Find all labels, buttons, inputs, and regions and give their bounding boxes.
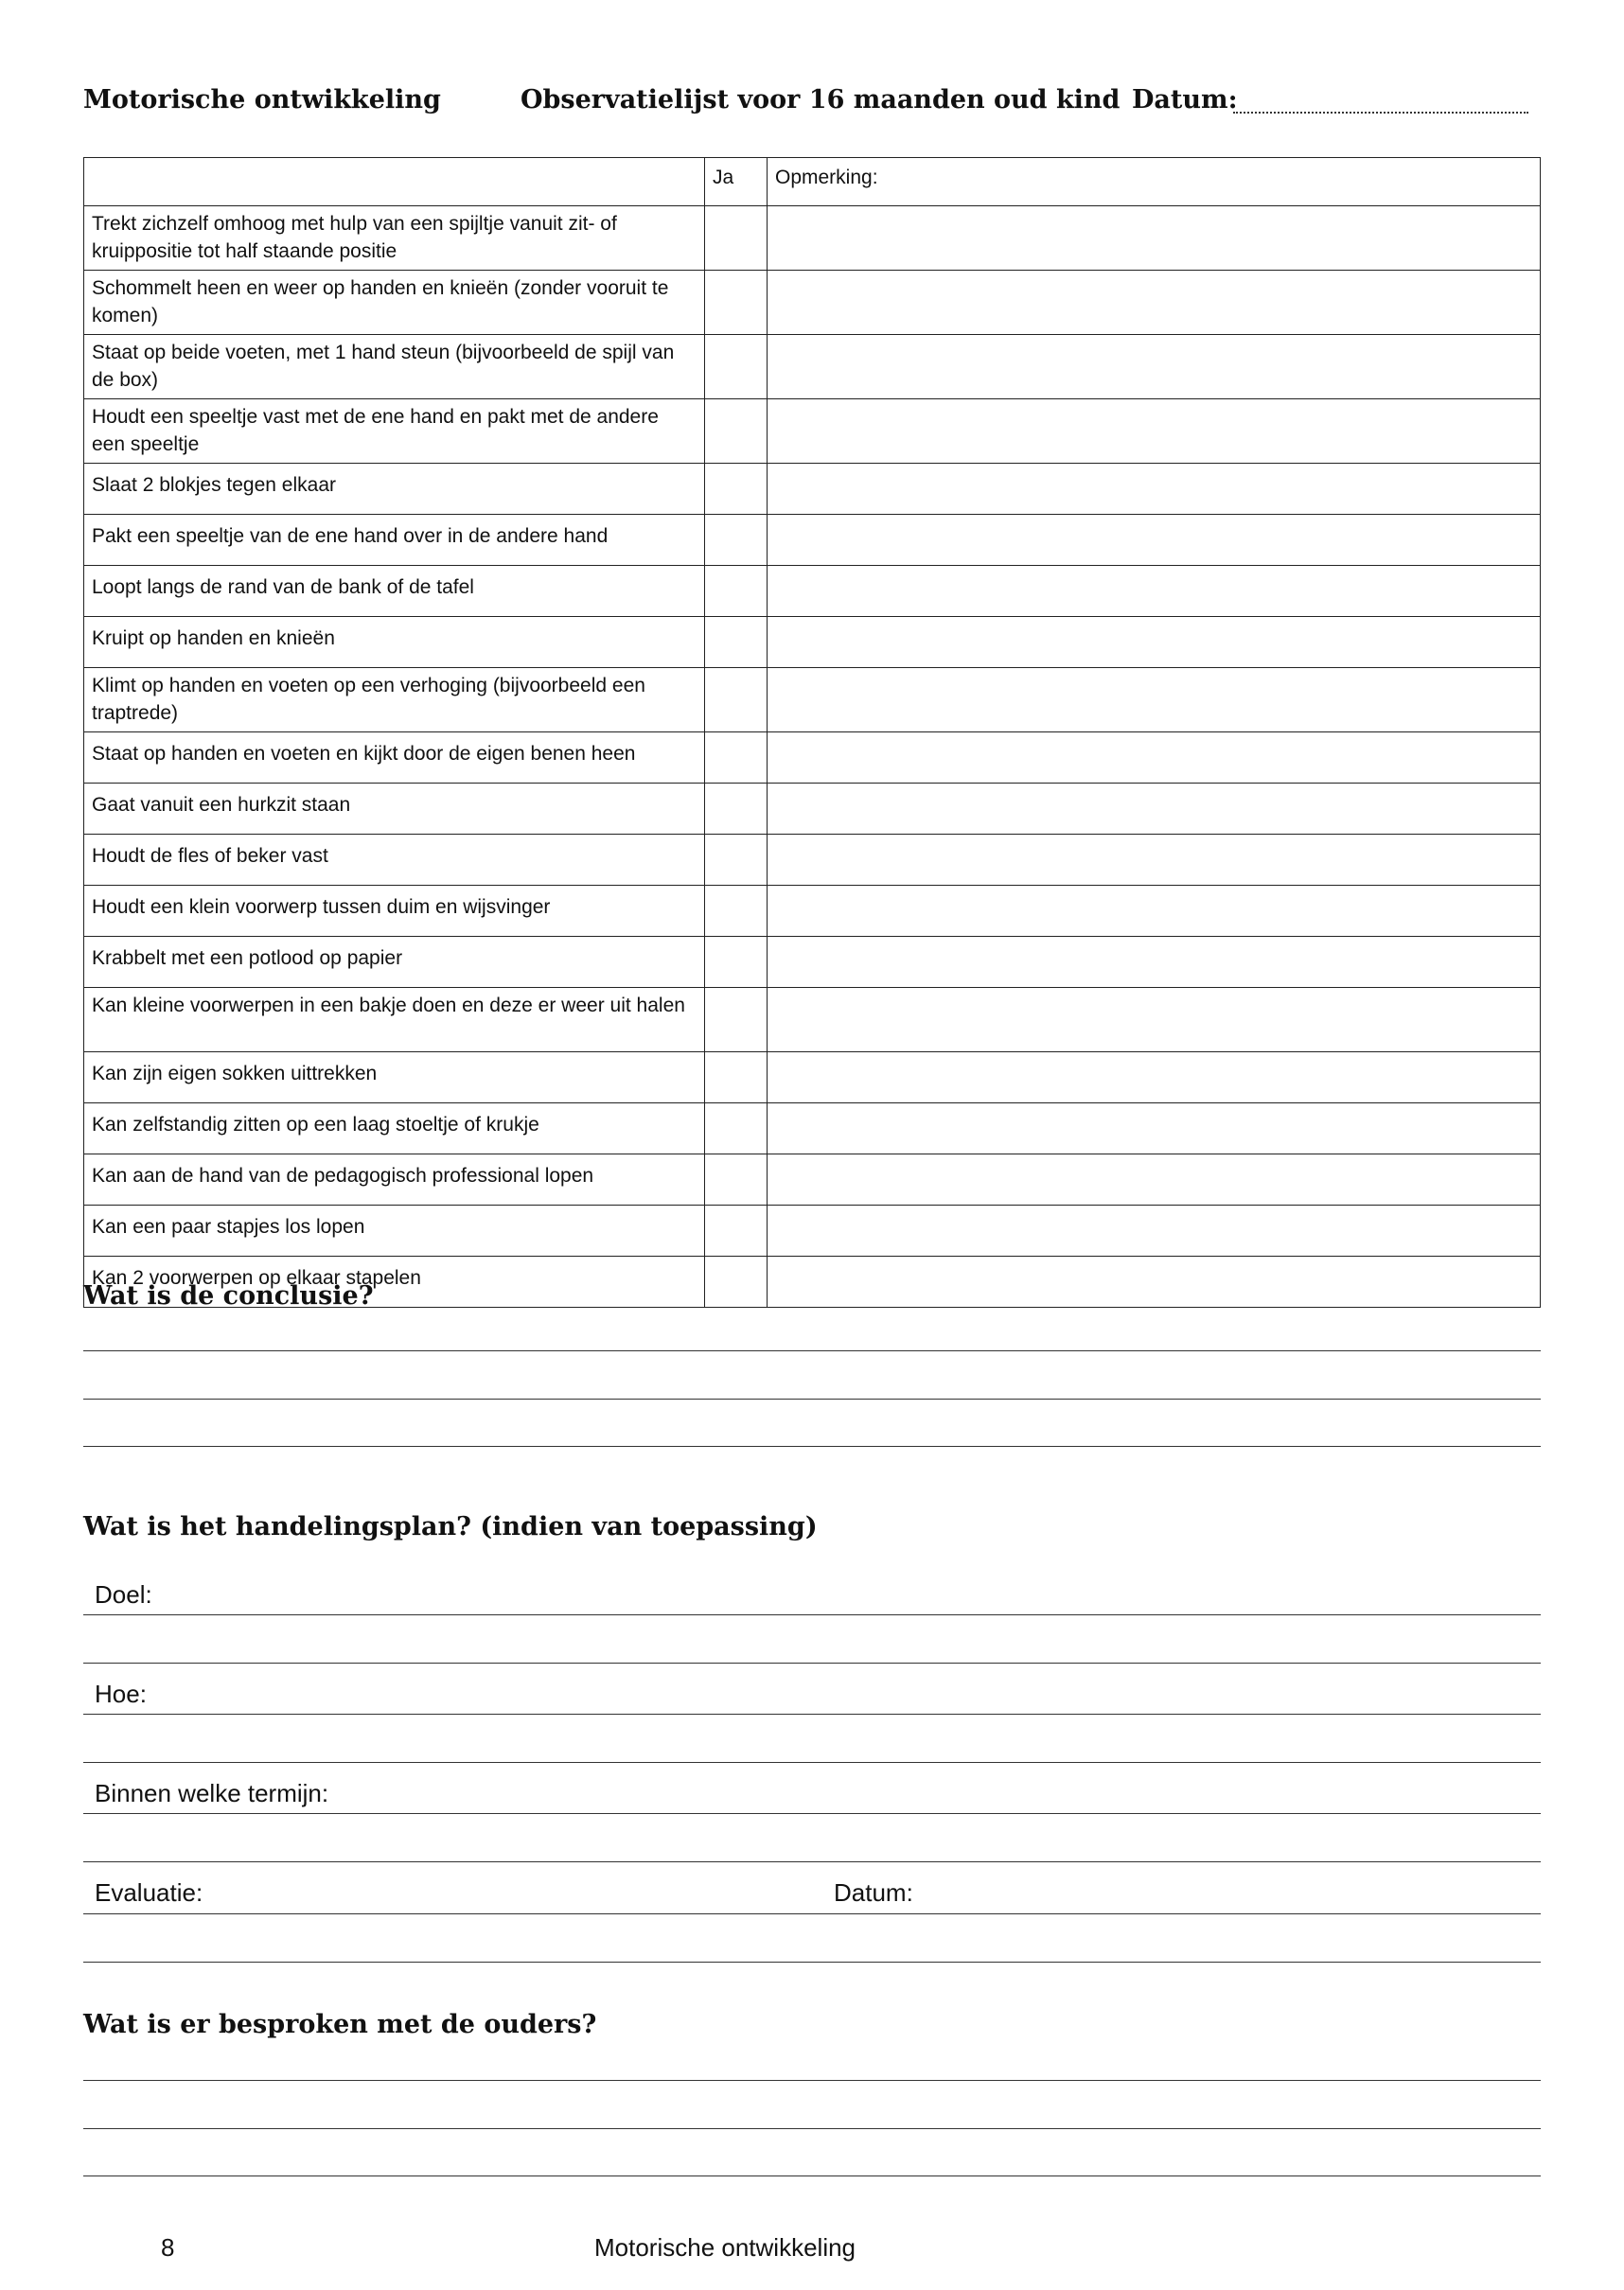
table-header-row xyxy=(84,158,1541,206)
remark-cell[interactable] xyxy=(768,1052,1541,1103)
observation-item: Houdt een speeltje vast met de ene hand en pakt met de andere een speeltje xyxy=(84,399,705,464)
table-row xyxy=(84,335,1541,399)
column-header-ja: Ja xyxy=(705,158,768,206)
observation-item: Loopt langs de rand van de bank of de tafel xyxy=(84,566,705,617)
table-row xyxy=(84,784,1541,835)
footer-title: Motorische ontwikkeling xyxy=(594,2233,856,2262)
action-plan-title: Wat is het handelingsplan? (indien van toepassing) xyxy=(83,1512,818,1541)
observation-item: Klimt op handen en voeten op een verhoging (bijvoorbeeld een traptrede) xyxy=(84,668,705,732)
how-label: Hoe: xyxy=(95,1680,147,1708)
ja-checkbox-cell[interactable] xyxy=(705,835,768,886)
observation-item: Kan een paar stapjes los lopen xyxy=(84,1206,705,1257)
ja-checkbox-cell[interactable] xyxy=(705,464,768,515)
ja-checkbox-cell[interactable] xyxy=(705,399,768,464)
table-row xyxy=(84,271,1541,335)
ja-checkbox-cell[interactable] xyxy=(705,617,768,668)
remark-cell[interactable] xyxy=(768,566,1541,617)
table-row xyxy=(84,1206,1541,1257)
ja-checkbox-cell[interactable] xyxy=(705,937,768,988)
observation-item: Staat op handen en voeten en kijkt door de eigen benen heen xyxy=(84,732,705,784)
ja-checkbox-cell[interactable] xyxy=(705,206,768,271)
ja-checkbox-cell[interactable] xyxy=(705,1206,768,1257)
ja-checkbox-cell[interactable] xyxy=(705,271,768,335)
observation-item: Houdt de fles of beker vast xyxy=(84,835,705,886)
ja-checkbox-cell[interactable] xyxy=(705,1052,768,1103)
remark-cell[interactable] xyxy=(768,206,1541,271)
header-date-label: Datum: xyxy=(1132,85,1238,114)
observation-item: Kan 2 voorwerpen op elkaar stapelen xyxy=(84,1257,705,1308)
how-line[interactable] xyxy=(83,1762,1541,1763)
table-row xyxy=(84,732,1541,784)
observation-item: Kan zelfstandig zitten op een laag stoeltje of krukje xyxy=(84,1103,705,1154)
evaluation-date-label: Datum: xyxy=(834,1878,913,1907)
goal-line[interactable] xyxy=(83,1614,1541,1615)
table-row xyxy=(84,886,1541,937)
ja-checkbox-cell[interactable] xyxy=(705,732,768,784)
parents-discussion-title: Wat is er besproken met de ouders? xyxy=(83,2010,597,2039)
conclusion-title: Wat is de conclusie? xyxy=(83,1281,374,1311)
ja-checkbox-cell[interactable] xyxy=(705,988,768,1052)
table-row xyxy=(84,617,1541,668)
ja-checkbox-cell[interactable] xyxy=(705,335,768,399)
observation-item: Schommelt heen en weer op handen en knieën (zonder vooruit te komen) xyxy=(84,271,705,335)
header-section-title: Motorische ontwikkeling xyxy=(83,85,441,114)
ja-checkbox-cell[interactable] xyxy=(705,1103,768,1154)
table-row xyxy=(84,988,1541,1052)
page-header xyxy=(83,85,1541,123)
term-line[interactable] xyxy=(83,1813,1541,1814)
header-document-title: Observatielijst voor 16 maanden oud kind xyxy=(521,85,1121,114)
remark-cell[interactable] xyxy=(768,668,1541,732)
ja-checkbox-cell[interactable] xyxy=(705,1257,768,1308)
column-header-item xyxy=(84,158,705,206)
remark-cell[interactable] xyxy=(768,1103,1541,1154)
table-row xyxy=(84,1103,1541,1154)
parents-line[interactable] xyxy=(83,2080,1541,2081)
column-header-opmerking: Opmerking: xyxy=(768,158,1541,206)
how-line[interactable] xyxy=(83,1714,1541,1715)
evaluation-line[interactable] xyxy=(83,1913,1541,1914)
remark-cell[interactable] xyxy=(768,399,1541,464)
table-row xyxy=(84,206,1541,271)
page-number: 8 xyxy=(161,2233,175,2262)
remark-cell[interactable] xyxy=(768,1257,1541,1308)
evaluation-line[interactable] xyxy=(83,1962,1541,1963)
observation-item: Kan kleine voorwerpen in een bakje doen en deze er weer uit halen xyxy=(84,988,705,1052)
ja-checkbox-cell[interactable] xyxy=(705,886,768,937)
observation-item: Houdt een klein voorwerp tussen duim en wijsvinger xyxy=(84,886,705,937)
remark-cell[interactable] xyxy=(768,1154,1541,1206)
conclusion-line[interactable] xyxy=(83,1399,1541,1400)
conclusion-line[interactable] xyxy=(83,1350,1541,1351)
ja-checkbox-cell[interactable] xyxy=(705,566,768,617)
table-row xyxy=(84,1052,1541,1103)
remark-cell[interactable] xyxy=(768,1206,1541,1257)
ja-checkbox-cell[interactable] xyxy=(705,784,768,835)
remark-cell[interactable] xyxy=(768,835,1541,886)
evaluation-label: Evaluatie: xyxy=(95,1878,203,1907)
remark-cell[interactable] xyxy=(768,271,1541,335)
remark-cell[interactable] xyxy=(768,732,1541,784)
ja-checkbox-cell[interactable] xyxy=(705,668,768,732)
goal-line[interactable] xyxy=(83,1663,1541,1664)
remark-cell[interactable] xyxy=(768,617,1541,668)
term-label: Binnen welke termijn: xyxy=(95,1779,329,1807)
conclusion-line[interactable] xyxy=(83,1446,1541,1447)
remark-cell[interactable] xyxy=(768,886,1541,937)
date-fill-line[interactable] xyxy=(1233,112,1528,114)
observation-item: Staat op beide voeten, met 1 hand steun (bijvoorbeeld de spijl van de box) xyxy=(84,335,705,399)
parents-line[interactable] xyxy=(83,2128,1541,2129)
table-row xyxy=(84,835,1541,886)
observation-item: Kan aan de hand van de pedagogisch professional lopen xyxy=(84,1154,705,1206)
table-row xyxy=(84,515,1541,566)
observation-table xyxy=(83,157,1541,1308)
table-row xyxy=(84,464,1541,515)
remark-cell[interactable] xyxy=(768,335,1541,399)
remark-cell[interactable] xyxy=(768,515,1541,566)
ja-checkbox-cell[interactable] xyxy=(705,515,768,566)
observation-item: Kan zijn eigen sokken uittrekken xyxy=(84,1052,705,1103)
table-row xyxy=(84,1154,1541,1206)
remark-cell[interactable] xyxy=(768,464,1541,515)
observation-item: Gaat vanuit een hurkzit staan xyxy=(84,784,705,835)
table-row xyxy=(84,399,1541,464)
observation-item: Krabbelt met een potlood op papier xyxy=(84,937,705,988)
remark-cell[interactable] xyxy=(768,784,1541,835)
observation-item: Trekt zichzelf omhoog met hulp van een spijltje vanuit zit- of kruippositie tot half staande positie xyxy=(84,206,705,271)
observation-item: Slaat 2 blokjes tegen elkaar xyxy=(84,464,705,515)
goal-label: Doel: xyxy=(95,1580,152,1609)
table-row xyxy=(84,566,1541,617)
term-line[interactable] xyxy=(83,1861,1541,1862)
observation-item: Pakt een speeltje van de ene hand over in de andere hand xyxy=(84,515,705,566)
table-row xyxy=(84,937,1541,988)
ja-checkbox-cell[interactable] xyxy=(705,1154,768,1206)
observation-item: Kruipt op handen en knieën xyxy=(84,617,705,668)
remark-cell[interactable] xyxy=(768,937,1541,988)
table-row xyxy=(84,668,1541,732)
remark-cell[interactable] xyxy=(768,988,1541,1052)
